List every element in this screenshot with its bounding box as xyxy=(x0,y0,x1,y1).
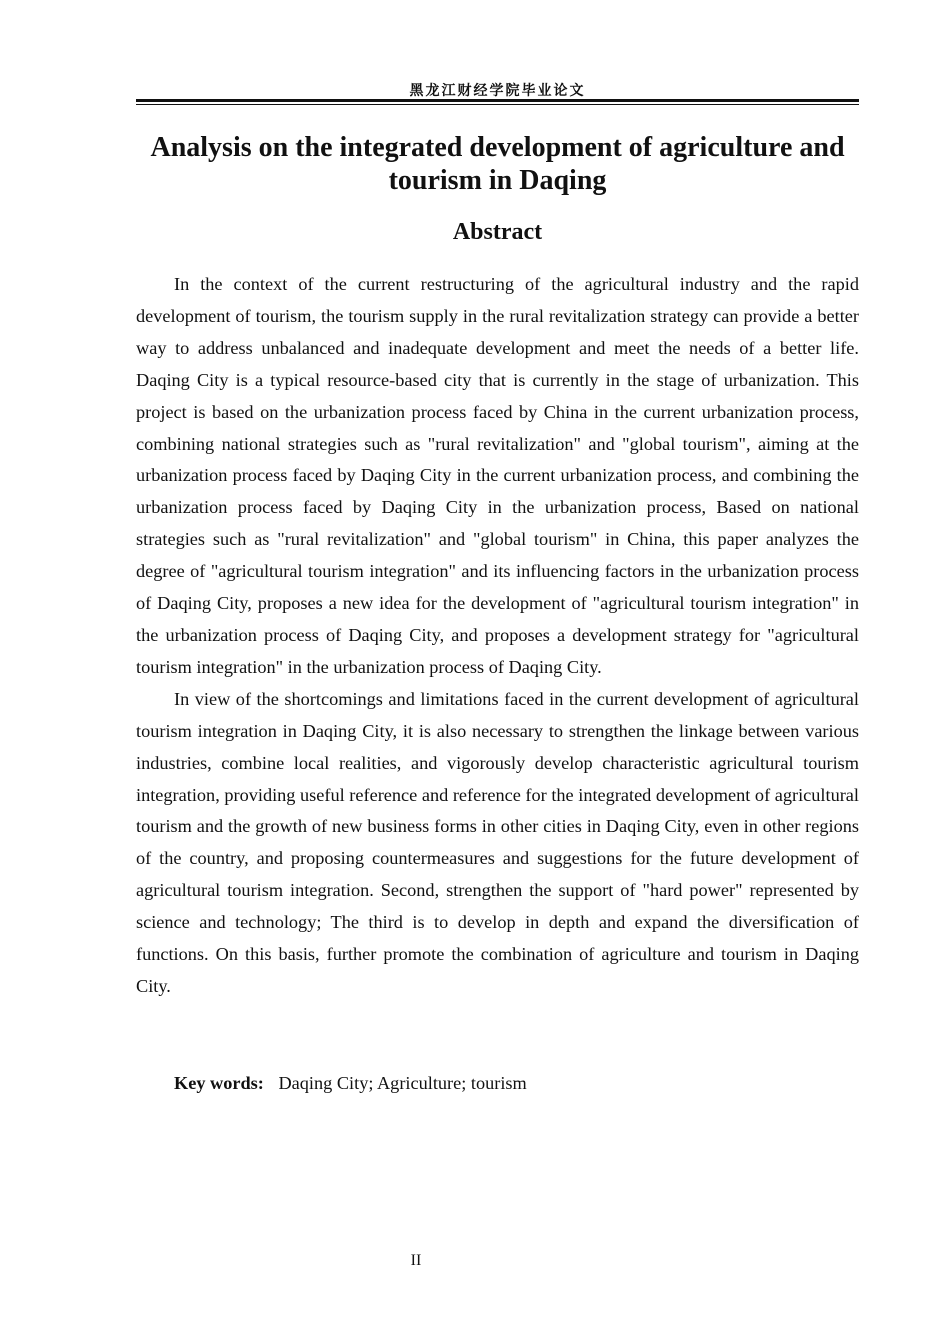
keywords-label: Key words: xyxy=(174,1073,264,1093)
header-rule-thin xyxy=(136,104,859,105)
abstract-body xyxy=(136,269,859,1003)
page-number: II xyxy=(410,1252,422,1269)
abstract-paragraph-1: In the context of the current restructuring of the agricultural industry and the rapid development of tourism, the tourism supply in the rural revitalization strategy can provide a better way to address unbalanced and inadequate development and meet the needs of a better life. Daqing City is a typical resource-based city that is currently in the stage of urbanization. This project is based on the urbanization process faced by China in the current urbanization process, combining national strategies such as "rural revitalization" and "global tourism", aiming at the urbanization process faced by Daqing City in the current urbanization process, and combining the urbanization process faced by Daqing City in the urbanization process, Based on national strategies such as "rural revitalization" and "global tourism" in China, this paper analyzes the degree of "agricultural tourism integration" and its influencing factors in the urbanization process of Daqing City, proposes a new idea for the development of "agricultural tourism integration" in the urbanization process of Daqing City, and proposes a development strategy for "agricultural tourism integration" in the urbanization process of Daqing City. xyxy=(136,274,859,677)
abstract-heading: Abstract xyxy=(452,219,543,245)
keywords-value: Daqing City; Agriculture; tourism xyxy=(278,1073,527,1093)
running-header: 黑龙江财经学院毕业论文 xyxy=(409,83,586,99)
keywords-line xyxy=(174,1068,527,1100)
abstract-paragraph-2: In view of the shortcomings and limitations faced in the current development of agricultural tourism integration in Daqing City, it is also necessary to strengthen the linkage between various industries, combine local realities, and vigorously develop characteristic agricultural tourism integration, providing useful reference and reference for the integrated development of agricultural tourism and the growth of new business forms in other cities in Daqing City, even in other regions of the country, and proposing countermeasures and suggestions for the future development of agricultural tourism integration. Second, strengthen the support of "hard power" represented by science and technology; The third is to develop in depth and expand the diversification of functions. On this basis, further promote the combination of agriculture and tourism in Daqing City. xyxy=(136,688,859,996)
header-rule-thick xyxy=(136,99,859,102)
paper-title: Analysis on the integrated development of agriculture and tourism in Daqing xyxy=(150,132,845,196)
